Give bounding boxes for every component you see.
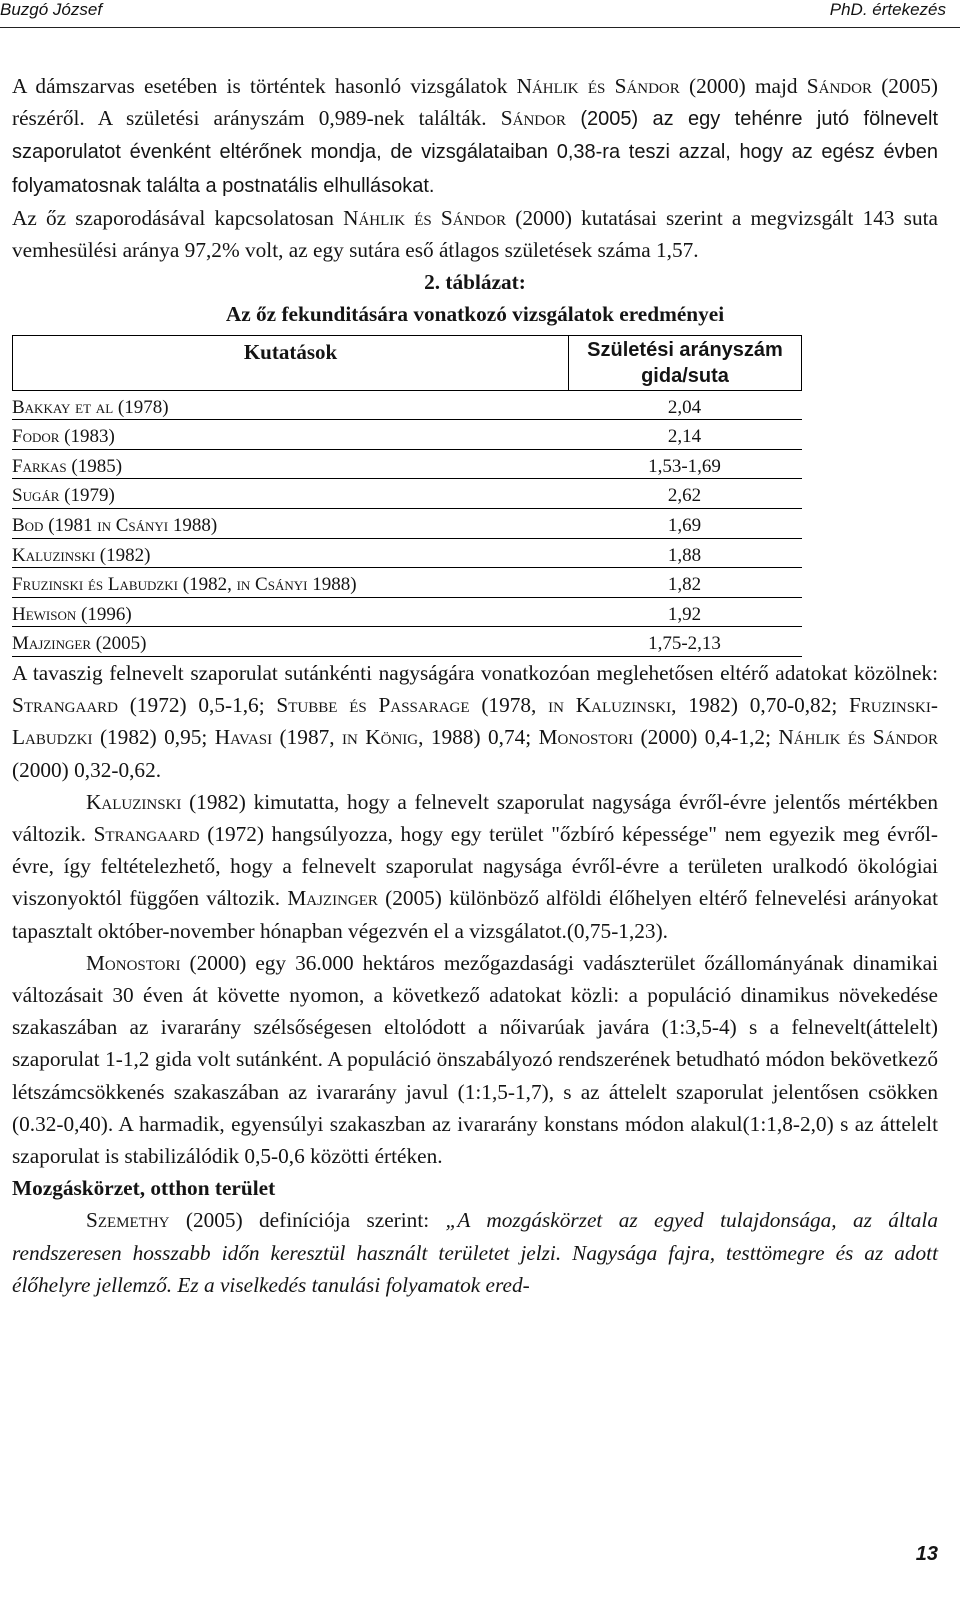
author-ref: Náhlik és Sándor bbox=[778, 725, 938, 750]
header-author: Buzgó József bbox=[0, 0, 103, 19]
document-body bbox=[12, 70, 938, 1301]
table-row bbox=[12, 598, 802, 628]
section-heading: Mozgáskörzet, otthon terület bbox=[12, 1176, 276, 1201]
value-cell: 2,62 bbox=[667, 485, 702, 507]
column-header-research: Kutatások bbox=[243, 339, 338, 364]
value-cell: 1,82 bbox=[667, 574, 702, 596]
study-cell: Majzinger (2005) bbox=[12, 633, 147, 655]
table-caption-number: 2. táblázat: bbox=[424, 270, 526, 295]
study-cell: Fodor (1983) bbox=[12, 426, 115, 448]
column-header-birth-rate: Születési arányszám gida/suta bbox=[587, 338, 783, 387]
author-ref: Stubbe és Passarage bbox=[276, 693, 470, 718]
author-ref: Majzinger bbox=[287, 886, 378, 911]
author-ref: Monostori bbox=[538, 725, 634, 750]
study-cell: Farkas (1985) bbox=[12, 455, 123, 477]
author-ref: Náhlik és Sándor bbox=[516, 74, 680, 98]
table-row bbox=[12, 509, 802, 539]
table-row bbox=[12, 450, 802, 480]
author-ref: Monostori bbox=[86, 950, 181, 975]
author-ref: Strangaard bbox=[12, 693, 119, 718]
header-rule bbox=[0, 27, 960, 28]
table-header bbox=[12, 335, 802, 391]
table-row bbox=[12, 391, 802, 421]
author-ref: Sándor bbox=[806, 74, 872, 98]
value-cell: 1,53-1,69 bbox=[648, 455, 721, 477]
author-ref: Sándor bbox=[500, 106, 566, 131]
author-ref: in Kaluzinski bbox=[548, 693, 672, 718]
table-caption-title: Az őz fekunditására vonatkozó vizsgálatok eredményei bbox=[225, 302, 725, 327]
author-ref: Fruzinski-Labudzki bbox=[12, 693, 938, 750]
header-doc-type: PhD. értekezés bbox=[829, 0, 946, 19]
table-row bbox=[12, 627, 802, 657]
study-cell: Hewison (1996) bbox=[12, 603, 132, 625]
paragraph-roe-deer: Az őz szaporodásával kapcsolatosan Náhlik és Sándor (2000) kutatásai szerint a megvizsgált 143 suta vemhesülési aránya 97,2% volt, az egy sutára eső átlagos születések száma 1,57. bbox=[12, 205, 938, 263]
table-row bbox=[12, 539, 802, 569]
value-cell: 1,88 bbox=[667, 544, 702, 566]
author-ref: Náhlik és Sándor bbox=[343, 205, 507, 230]
table-row bbox=[12, 568, 802, 598]
value-cell: 1,75-2,13 bbox=[648, 633, 721, 655]
definition-quote: „A mozgáskörzet az egyed tulajdonsága, az általa rendszeresen hosszabb időn keresztül használt területet jelzi. Nagysága fajra, testtömegre és az adott élőhelyre jellemző. bbox=[12, 1208, 939, 1297]
study-cell: Bod (1981 in Csányi 1988) bbox=[12, 515, 218, 536]
value-cell: 2,14 bbox=[667, 426, 702, 448]
study-cell: Bakkay et al (1978) bbox=[12, 396, 169, 418]
author-ref: in König bbox=[341, 725, 419, 750]
page-number: 13 bbox=[915, 1543, 938, 1565]
value-cell: 1,92 bbox=[667, 603, 702, 625]
fecundity-table bbox=[12, 335, 802, 657]
paragraph-fallow-deer: A dámszarvas esetében is történtek hasonló vizsgálatok Náhlik és Sándor (2000) majd Sándor (2005) részéről. A születési arányszám 0,989-nek találták. Sándor (2005) az egy tehénre jutó fölnevelt szaporulatot évenként eltérőnek mondja, de vizsgálataiban 0,38-ra teszi azzal, hogy az egész évben folyamatosnak találta a postnatális elhullásokat. bbox=[12, 74, 938, 197]
definition-quote-continued: Ez a viselkedés tanulási folyamatok ered- bbox=[172, 1272, 530, 1297]
value-cell: 1,69 bbox=[667, 515, 702, 536]
author-ref: Kaluzinski bbox=[86, 789, 182, 814]
paragraph-annual-variation: Kaluzinski (1982) kimutatta, hogy a felnevelt szaporulat nagysága évről-évre jelentős mértékben változik. Strangaard (1972) hangsúlyozza, hogy egy terület "őzbíró képessége" nem egyezik meg évről-évre, így feltételezhető, hogy a felnevelt szaporulat nagysága évről-évre a területen uralkodó ökológiai viszonyoktól függően változik. Majzinger (2005) különböző alföldi élőhelyen eltérő felnevelési arányokat tapasztalt október-november hónapban végezvén el a vizsgálatot.(0,75-1,23). bbox=[12, 789, 939, 943]
study-cell: Fruzinski és Labudzki (1982, in Csányi 1988) bbox=[12, 574, 357, 596]
paragraph-population-dynamics: Monostori (2000) egy 36.000 hektáros mezőgazdasági vadászterület őzállományának dinamikai változásait 30 éven át követte nyomon, a következő adatokat közli: a populáció dinamikus növekedése szakaszában az ivararány szélsőségesen eltolódott a nőivarúak javára (1:3,5-4) s a felnevelt(áttelelt) szaporulat 1-1,2 gida volt sutánként. A populáció önszabályozó rendszerének betudható módon bekövetkező létszámcsökkenés szakaszában az ivararány javul (1:1,5-1,7), s az áttelelt szaporulat jelentősen csökken (0.32-0,40). A harmadik, egyensúlyi szakaszban az ivararány konstans módon alakul(1:1,8-2,0) s az áttelelt szaporulat is stabilizálódik 0,5-0,6 közötti értéken. bbox=[12, 950, 938, 1169]
value-cell: 2,04 bbox=[667, 396, 702, 418]
table-row bbox=[12, 479, 802, 509]
paragraph-offspring-size: A tavaszig felnevelt szaporulat sutánkénti nagyságára vonatkozóan meglehetősen eltérő adatokat közölnek: Strangaard (1972) 0,5-1,6; Stubbe és Passarage (1978, in Kaluzinski, 1982) 0,70-0,82; Fruzinski-Labudzki (1982) 0,95; Havasi (1987, in König, 1988) 0,74; Monostori (2000) 0,4-1,2; Náhlik és Sándor (2000) 0,32-0,62. bbox=[12, 660, 938, 782]
study-cell: Sugár (1979) bbox=[12, 485, 115, 507]
table-row bbox=[12, 420, 802, 450]
author-ref: Strangaard bbox=[93, 821, 200, 846]
paragraph-home-range: Szemethy (2005) definíciója szerint: „A mozgáskörzet az egyed tulajdonsága, az általa rendszeresen hosszabb időn keresztül használt területet jelzi. Nagysága fajra, testtömegre és az adott élőhelyre jellemző. Ez a viselkedés tanulási folyamatok ered- bbox=[12, 1208, 939, 1297]
study-cell: Kaluzinski (1982) bbox=[12, 544, 151, 566]
author-ref: Szemethy bbox=[86, 1208, 170, 1233]
author-ref: Havasi bbox=[214, 725, 273, 750]
